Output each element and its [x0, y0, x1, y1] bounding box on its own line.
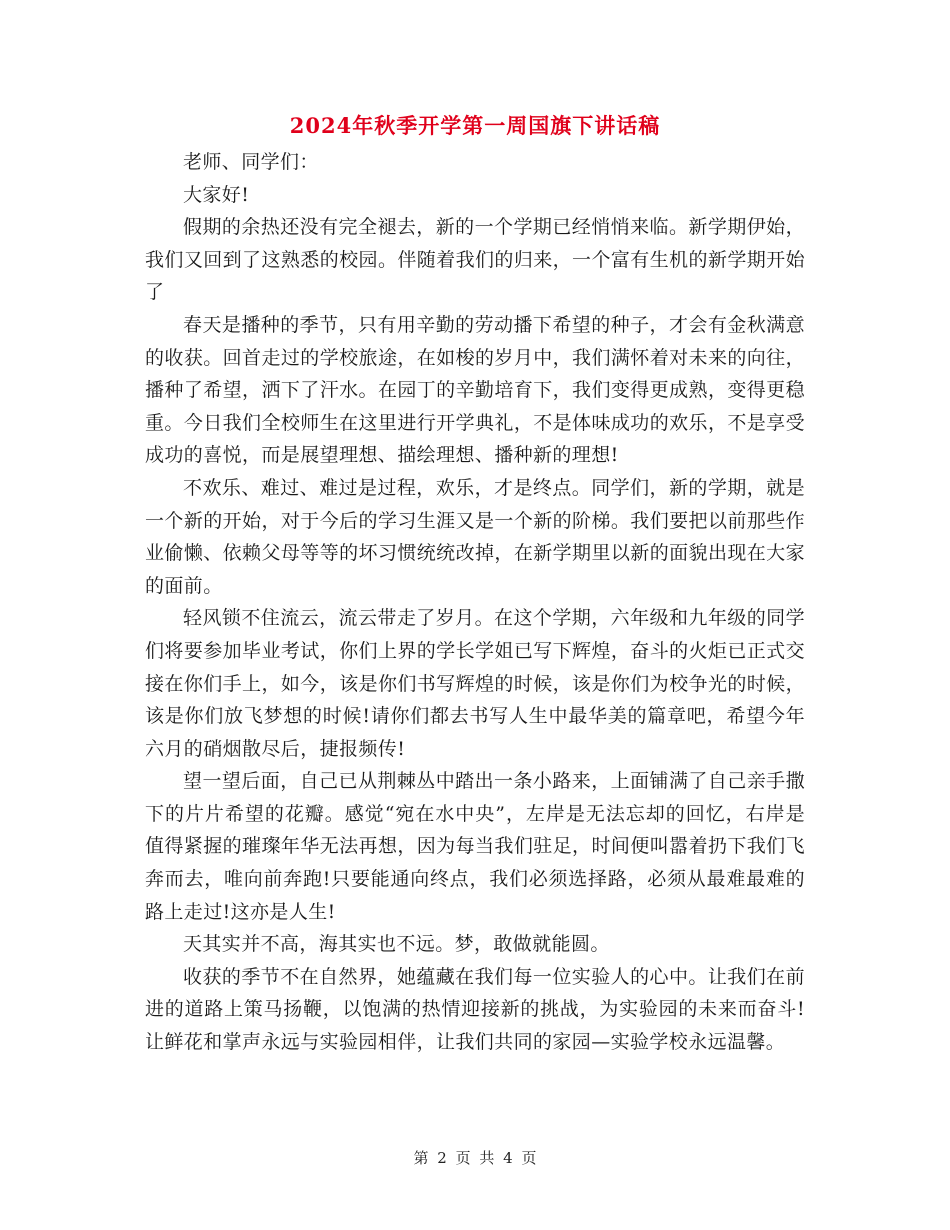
paragraph-4: 轻风锁不住流云，流云带走了岁月。在这个学期，六年级和九年级的同学们将要参加毕业考试，你们上界的学长学姐已写下辉煌，奋斗的火炬已正式交接在你们手上，如今，该是你们书写辉煌的时候，该是你们为校争光的时候，该是你们放飞梦想的时候!请你们都去书写人生中最华美的篇章吧，希望今年六月的硝烟散尽后，捷报频传!	[145, 607, 805, 760]
paragraph-2: 春天是播种的季节，只有用辛勤的劳动播下希望的种子，才会有金秋满意的收获。回首走过的学校旅途，在如梭的岁月中，我们满怀着对未来的向往，播种了希望，洒下了汗水。在园丁的辛勤培育下，我们变得更成熟，变得更稳重。今日我们全校师生在这里进行开学典礼，不是体味成功的欢乐，不是享受成功的喜悦，而是展望理想、描绘理想、播种新的理想!	[145, 313, 805, 467]
paragraph-hello: 大家好!	[183, 183, 250, 206]
paragraph-5: 望一望后面，自己已从荆棘丛中踏出一条小路来，上面铺满了自己亲手撒下的片片希望的花瓣。感觉“宛在水中央”，左岸是无法忘却的回忆，右岸是值得紧握的璀璨年华无法再想，因为每当我们驻足，时间便叫嚣着扔下我们飞奔而去，唯向前奔跑!只要能通向终点，我们必须选择路，必须从最难最难的路上走过!这亦是人生!	[145, 770, 805, 923]
page-footer: 第 2 页 共 4 页	[413, 1149, 537, 1167]
paragraph-6: 天其实并不高，海其实也不远。梦，敢做就能圆。	[183, 933, 610, 956]
document-body	[145, 146, 805, 1059]
paragraph-7: 收获的季节不在自然界，她蕴藏在我们每一位实验人的心中。让我们在前进的道路上策马扬鞭，以饱满的热情迎接新的挑战，为实验园的未来而奋斗!让鲜花和掌声永远与实验园相伴，让我们共同的家园—实验学校永远温馨。	[145, 965, 805, 1054]
paragraph-1: 假期的余热还没有完全褪去，新的一个学期已经悄悄来临。新学期伊始，我们又回到了这熟悉的校园。伴随着我们的归来，一个富有生机的新学期开始了	[145, 216, 805, 304]
document-title: 2024年秋季开学第一周国旗下讲话稿	[289, 113, 661, 138]
paragraph-3: 不欢乐、难过、难过是过程，欢乐，才是终点。同学们，新的学期，就是一个新的开始，对于今后的学习生涯又是一个新的阶梯。我们要把以前那些作业偷懒、依赖父母等等的坏习惯统统改掉，在新学期里以新的面貌出现在大家的面前。	[145, 476, 805, 597]
paragraph-greeting: 老师、同学们：	[183, 151, 319, 173]
